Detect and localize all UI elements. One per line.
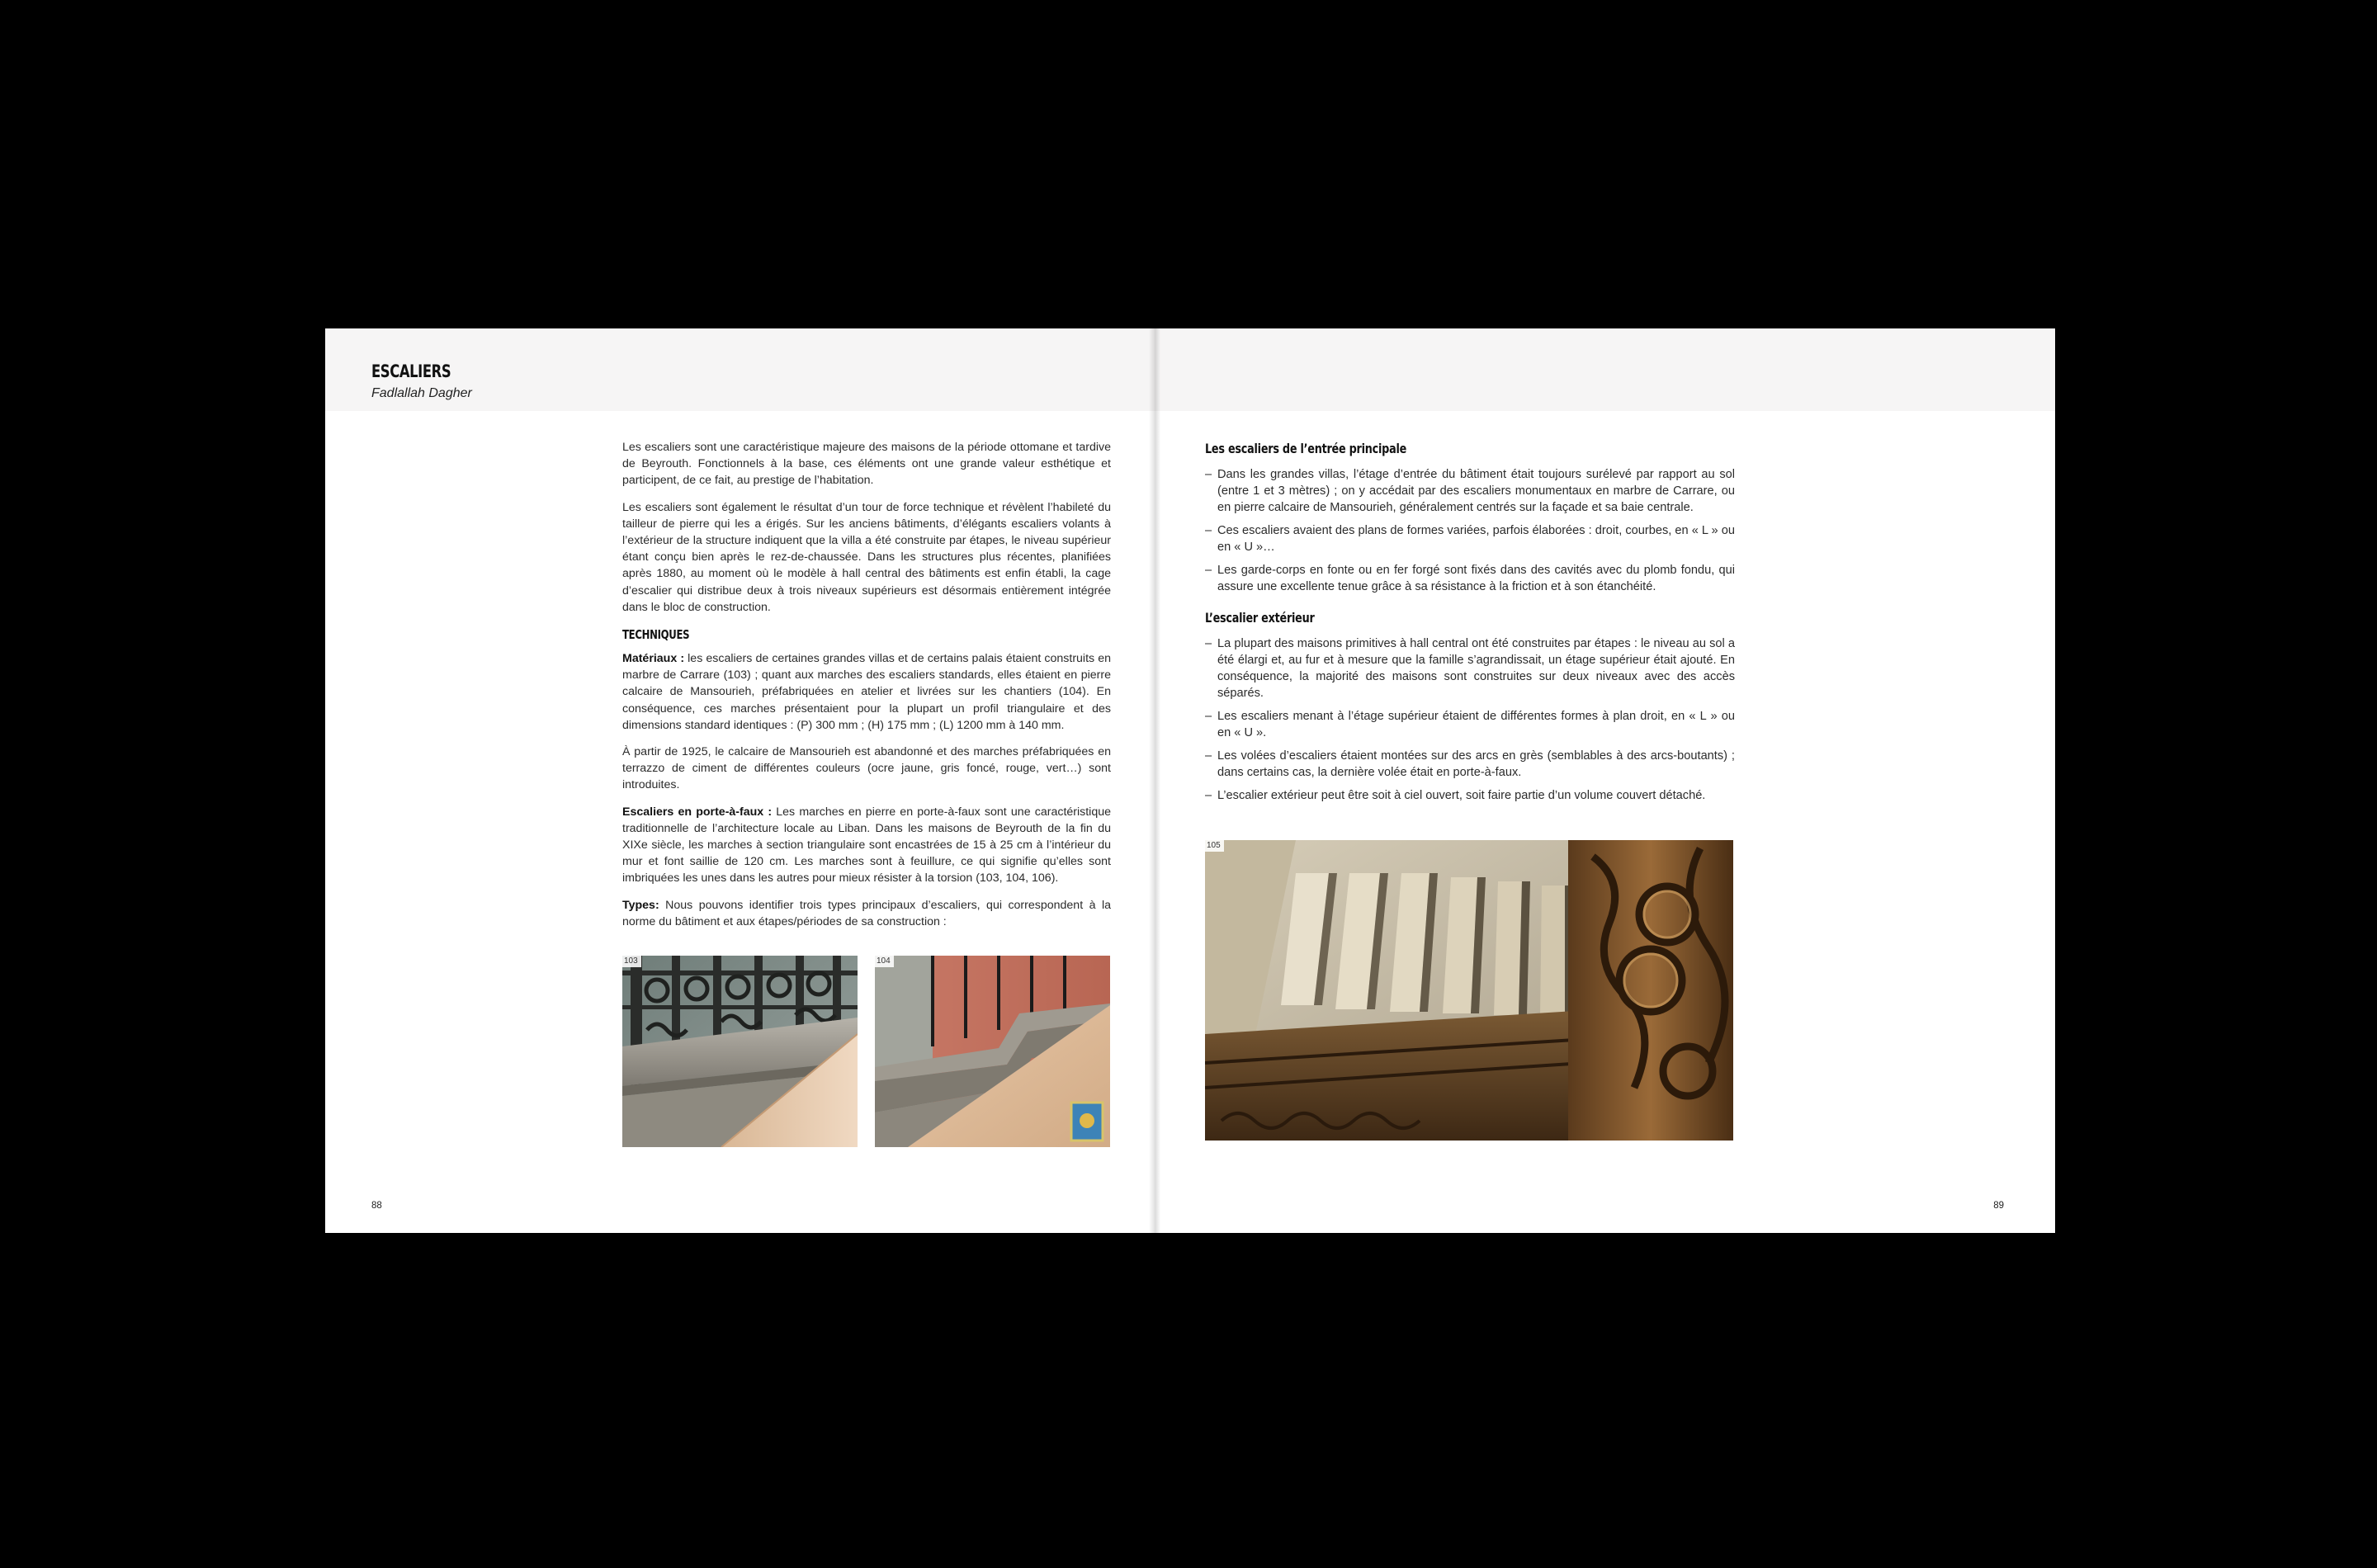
intro-paragraph: Les escaliers sont une caractéristique majeure des maisons de la période ottomane et tardive de Beyrouth. Fonctionnels à la base, ces éléments ont une grande valeur esthétique et participent, de ce fait, au prestige de l’habitation.	[622, 441, 1111, 488]
figure-number: 105	[1205, 840, 1224, 852]
subheading-escalier-exterieur: L’escalier extérieur	[1205, 610, 1315, 626]
porte-a-faux-text: Les marches en pierre en porte-à-faux sont une caractéristique traditionnelle de l’architecture locale au Liban. Dans les maisons de Beyrouth de la fin du XIXe siècle, les marches à section triangulaire sont encastrées de 15 à 25 cm à l’intérieur du mur et font saillie de 120 cm. Les marches sont à feuillure, ce qui signifie qu’elles sont imbriquées les unes dans les autres pour mieux résister à la torsion (103, 104, 106).	[622, 805, 1112, 886]
book-spread	[325, 328, 2055, 1233]
types-label: Types:	[622, 898, 659, 912]
author-name: Fadlallah Dagher	[371, 386, 472, 400]
left-text-column	[622, 439, 1111, 940]
figure-number: 104	[875, 956, 894, 967]
chapter-title: ESCALIERS	[371, 361, 451, 381]
materiaux-label: Matériaux :	[622, 652, 685, 666]
materiaux-paragraph	[622, 650, 1111, 734]
intro-paragraph: Les escaliers sont également le résultat d’un tour de force technique et révèlent l’habileté du tailleur de pierre qui les a érigés. Sur les anciens bâtiments, d’élégants escaliers volants à l’extérieur de la structure indiquent que la villa a été construite par étapes, le niveau supérieur étant conçu bien après le rez-de-chaussée. Dans les structures plus récentes, planifiées après 1880, au moment où le modèle à hall central des bâtiments est enfin établi, la cage d’escalier qui distribue deux à trois niveaux supérieurs est désormais entièrement intégrée dans le bloc de construction.	[622, 500, 1111, 614]
figure-104	[875, 956, 1110, 1147]
bullet-list	[1205, 466, 1735, 595]
section-heading-techniques: TECHNIQUES	[622, 627, 690, 643]
list-item: – Les garde-corps en fonte ou en fer forgé sont fixés dans des cavités avec du plomb fondu, qui assure une excellente tenue grâce à sa résistance à la friction et à son étanchéité.	[1205, 562, 1735, 595]
page-number: 88	[371, 1201, 382, 1211]
subheading-entree-principale: Les escaliers de l’entrée principale	[1205, 441, 1407, 456]
page-number: 89	[1993, 1201, 2004, 1211]
header-band	[1154, 328, 2055, 411]
list-item: – L’escalier extérieur peut être soit à ciel ouvert, soit faire partie d’un volume couvert détaché.	[1205, 787, 1735, 804]
list-item: – Dans les grandes villas, l’étage d’entrée du bâtiment était toujours surélevé par rapport au sol (entre 1 et 3 mètres) ; on y accédait par des escaliers monumentaux en marbre de Carrare, ou en pierre calcaire de Mansourieh, généralement centrés sur la façade et sa baie centrale.	[1205, 466, 1735, 516]
list-item: – La plupart des maisons primitives à hall central ont été construites par étapes : le niveau au sol a été élargi et, au fur et à mesure que la famille s’agrandissait, un étage supérieur était ajouté. En conséquence, la majorité des maisons sont construites sur deux niveaux avec des accès séparés.	[1205, 635, 1735, 701]
figure-number: 103	[622, 956, 641, 967]
bullet-list	[1205, 635, 1735, 804]
list-item: – Les volées d’escaliers étaient montées sur des arcs en grès (semblables à des arcs-boutants) ; dans certains cas, la dernière volée était en porte-à-faux.	[1205, 748, 1735, 781]
left-page	[325, 328, 1154, 1233]
figure-103	[622, 956, 858, 1147]
mansourieh-paragraph: À partir de 1925, le calcaire de Mansourieh est abandonné et des marches préfabriquées en terrazzo de ciment de différentes couleurs (ocre jaune, gris foncé, rouge, vert…) sont introduites.	[622, 745, 1111, 792]
porte-a-faux-paragraph	[622, 804, 1111, 887]
right-text-column	[1205, 441, 1735, 810]
list-item: – Ces escaliers avaient des plans de formes variées, parfois élaborées : droit, courbes, en « L » ou en « U »…	[1205, 522, 1735, 555]
materiaux-text: les escaliers de certaines grandes villas et de certains palais étaient construits en marbre de Carrare (103) ; quant aux marches des escaliers standards, elles étaient en pierre calcaire de Mansourieh, préfabriquées en atelier et livrées sur les chantiers (104). En conséquence, ces marches présentaient pour la plupart un profil triangulaire et des dimensions standard identiques : (P) 300 mm ; (H) 175 mm ; (L) 1200 mm à 140 mm.	[622, 652, 1111, 732]
stair-viewed-from-above-photo	[1205, 840, 1733, 1141]
figure-105	[1205, 840, 1733, 1141]
types-paragraph	[622, 897, 1111, 930]
types-text: Nous pouvons identifier trois types principaux d’escaliers, qui correspondent à la norme du bâtiment et aux étapes/périodes de sa construction :	[622, 898, 1111, 928]
right-page	[1154, 328, 2055, 1233]
marble-stair-with-iron-railing-photo	[622, 956, 858, 1147]
limestone-stair-photo	[875, 956, 1110, 1147]
list-item: – Les escaliers menant à l’étage supérieur étaient de différentes formes à plan droit, en « L » ou en « U ».	[1205, 708, 1735, 741]
porte-a-faux-label: Escaliers en porte-à-faux :	[622, 805, 773, 819]
